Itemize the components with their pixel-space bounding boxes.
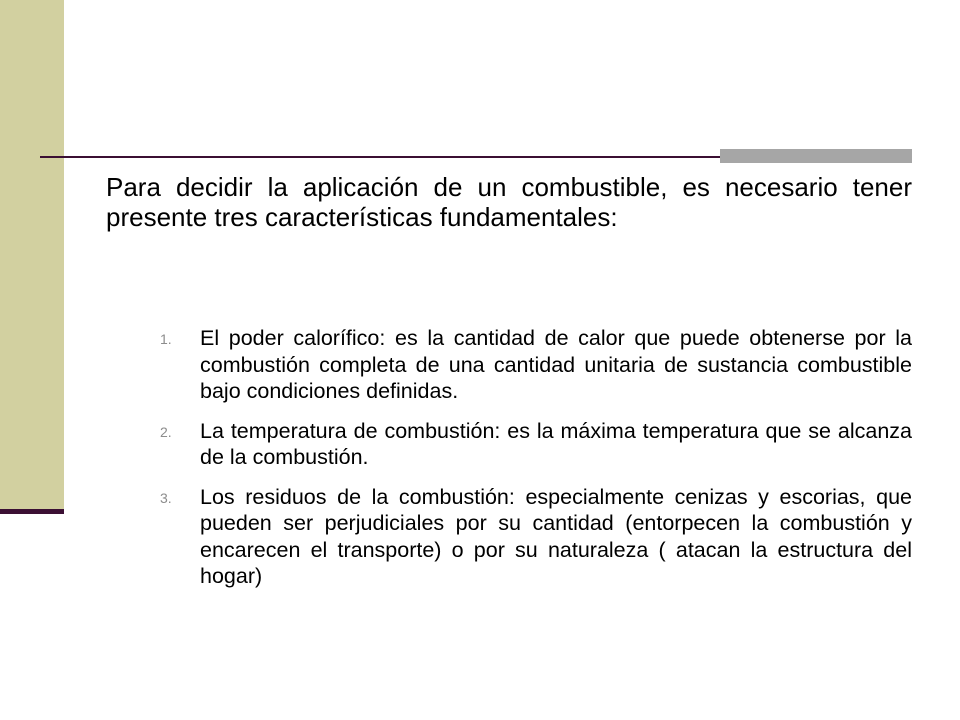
list-item (160, 484, 912, 590)
list-item-number: 3. (160, 489, 172, 506)
list-item (160, 418, 912, 471)
list-item-text: Los residuos de la combustión: especialmente cenizas y escorias, que pueden ser perjudiciales por su cantidad (entorpecen la combustión y encarecen el transporte) o por su naturaleza ( atacan la estructura del hogar) (200, 484, 912, 588)
list-item-number: 1. (160, 331, 172, 347)
list-item-text: El poder calorífico: es la cantidad de calor que puede obtenerse por la combustión completa de una cantidad unitaria de sustancia combustible bajo condiciones definidas. (200, 326, 912, 403)
decorative-side-bar-accent (0, 509, 64, 514)
decorative-side-bar (0, 0, 64, 514)
list-item-text: La temperatura de combustión: es la máxima temperatura que se alcanza de la combustión. (200, 418, 912, 469)
list-item (160, 325, 912, 405)
list-item-number: 2. (160, 423, 172, 440)
intro-paragraph: Para decidir la aplicación de un combustible, es necesario tener presente tres características fundamentales: (106, 172, 912, 232)
characteristics-list (160, 325, 912, 603)
decorative-top-rule-accent (720, 149, 912, 163)
